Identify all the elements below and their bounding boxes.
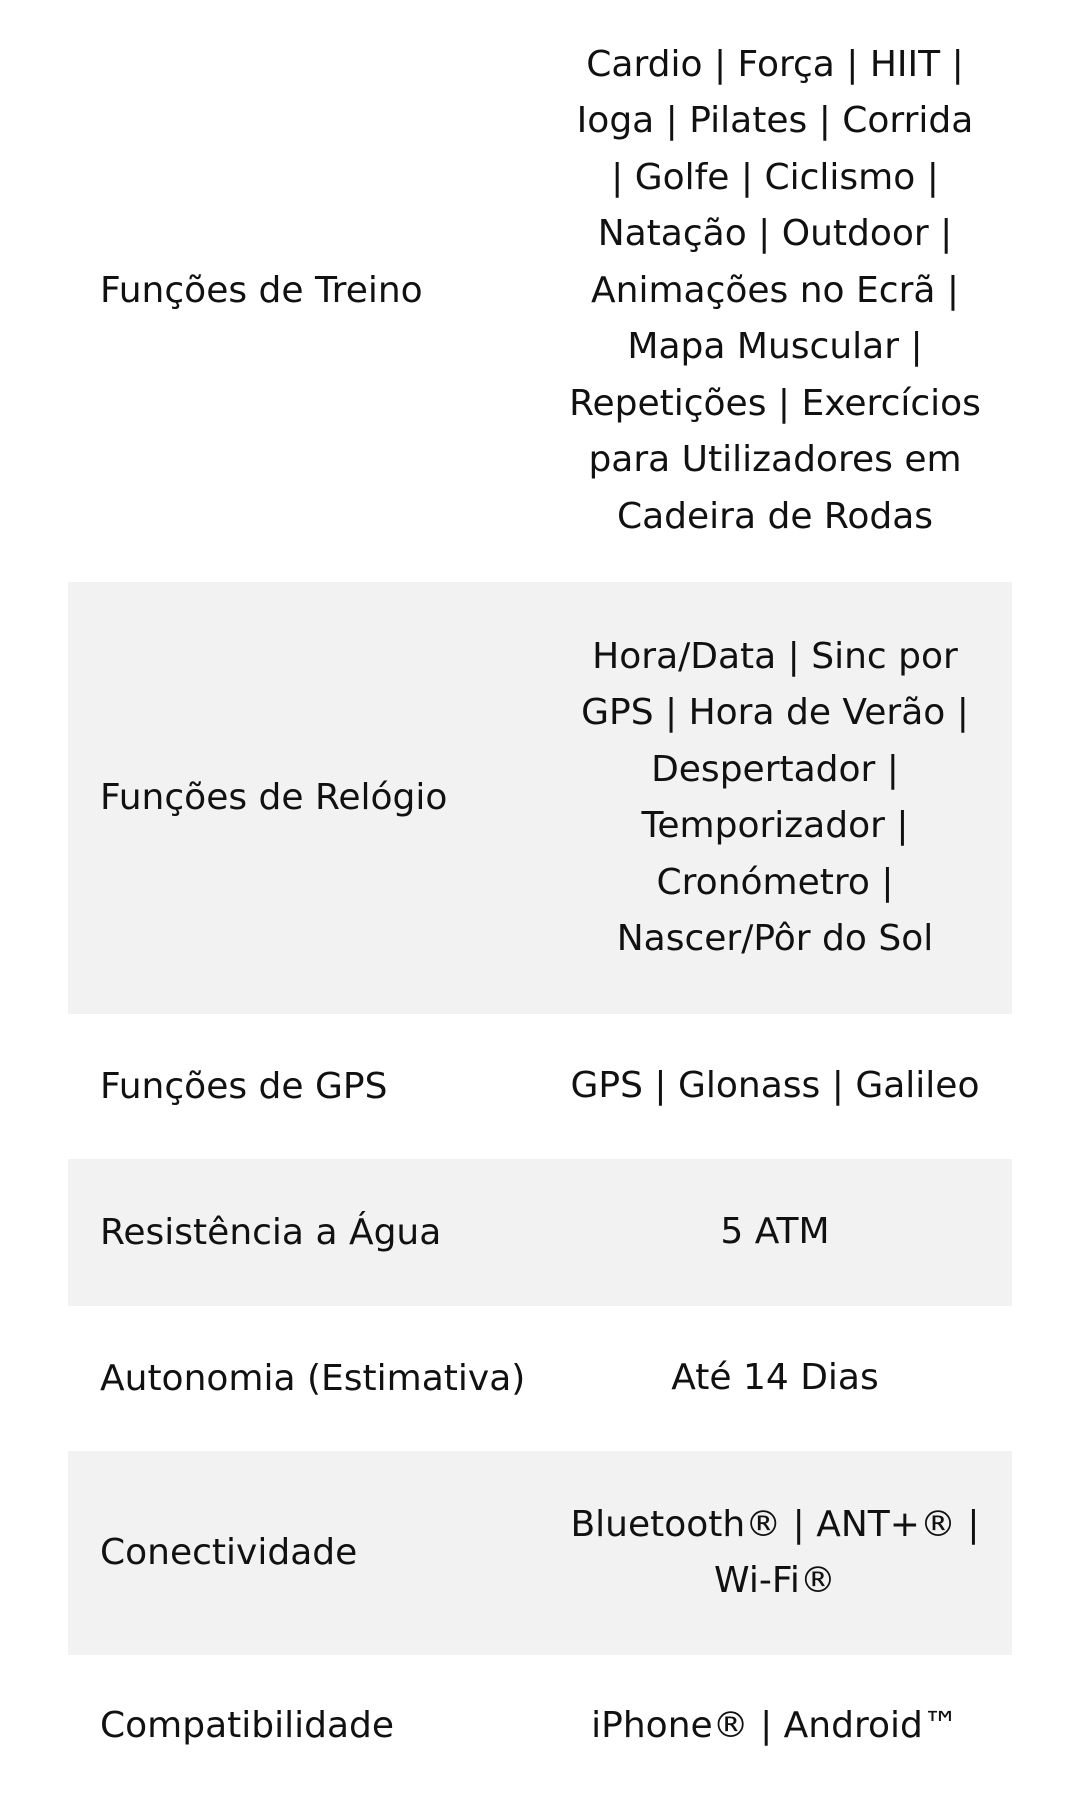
spec-value: Bluetooth® | ANT+® | Wi-Fi® [570,1503,980,1601]
spec-value: Hora/Data | Sinc por GPS | Hora de Verão | Despertador | Temporizador | Cronómetro | Nascer/Pôr do Sol [581,635,969,959]
spec-row-gps-functions [68,1014,1012,1159]
spec-row-connectivity [68,1451,1012,1655]
spec-value: Até 14 Dias [671,1357,879,1399]
spec-label: Conectividade [100,1532,358,1573]
spec-label: Compatibilidade [100,1705,395,1746]
spec-row-compatibility [68,1655,1012,1797]
spec-value: iPhone® | Android™ [591,1704,959,1746]
spec-label: Funções de GPS [100,1065,388,1107]
spec-label: Autonomia (Estimativa) [100,1357,526,1399]
spec-value: 5 ATM [720,1211,830,1253]
spec-label: Resistência a Água [100,1211,442,1253]
spec-table [68,0,1012,1797]
spec-value: GPS | Glonass | Galileo [570,1065,980,1107]
spec-value: Cardio | Força | HIIT | Ioga | Pilates | Corrida | Golfe | Ciclismo | Natação | Outdoor | Animações no Ecrã | Mapa Muscular | Repetições | Exercícios para Utilizadores em Cadeira de Rodas [569,43,981,537]
spec-row-watch-functions [68,582,1012,1014]
spec-row-water-resistance [68,1159,1012,1306]
spec-label: Funções de Relógio [100,777,448,818]
spec-row-battery-life [68,1306,1012,1451]
spec-label: Funções de Treino [100,270,423,311]
spec-row-training-functions [68,0,1012,582]
